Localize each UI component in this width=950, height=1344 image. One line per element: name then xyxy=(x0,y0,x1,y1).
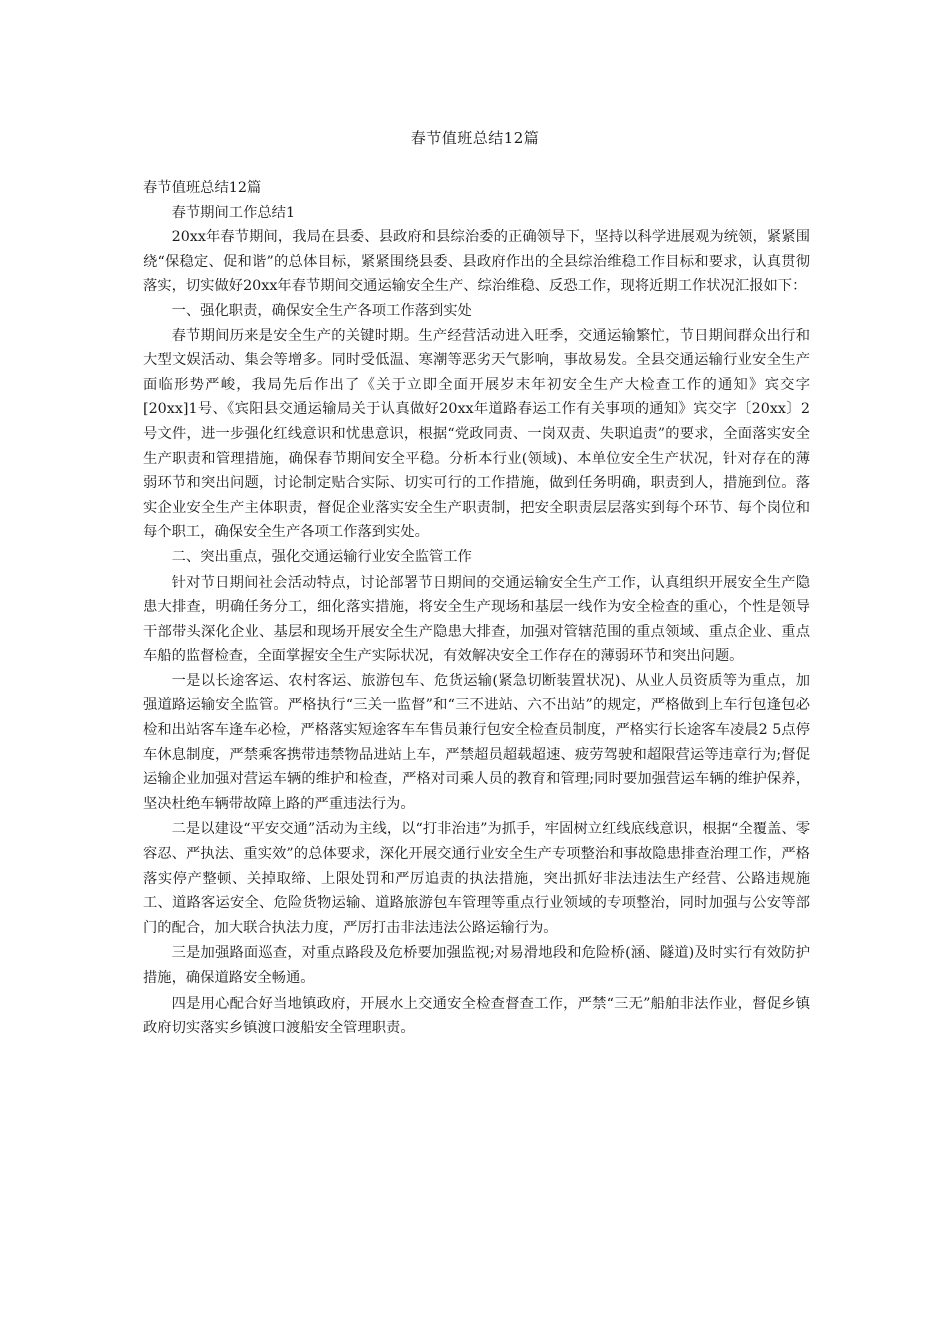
section-title: 春节期间工作总结1 xyxy=(171,204,296,221)
paragraph-point-one: 一是以长途客运、农村客运、旅游包车、危货运输(紧急切断装置状况)、从业人员资质等为重点，加强道路运输安全监管。严格执行“三关一监督”和“三不进站、六不出站”的规定，严格做到上车行包逢包必检和出站客车逢车必检，严格落实短途客车车售员兼行包安全检查员制度，严格实行长途客车凌晨2 5点停车休息制度，严禁乘客携带违禁物品进站上车，严禁超员超载超速、疲劳驾驶和超限营运等违章行为;督促运输企业加强对营运车辆的维护和检查，严格对司乘人员的教育和管理;同时要加强营运车辆的维护保养，坚决杜绝车辆带故障上路的严重违法行为。 xyxy=(143,672,810,812)
document-title: 春节值班总结12篇 xyxy=(410,129,540,147)
heading-one: 一、强化职责，确保安全生产各项工作落到实处 xyxy=(171,302,472,319)
paragraph-point-three: 三是加强路面巡查，对重点路段及危桥要加强监视;对易滑地段和危险桥(涵、隧道)及时实行有效防护措施，确保道路安全畅通。 xyxy=(143,945,810,986)
paragraph-responsibility: 春节期间历来是安全生产的关键时期。生产经营活动进入旺季，交通运输繁忙，节日期间群众出行和大型文娱活动、集会等增多。同时受低温、寒潮等恶劣天气影响，事故易发。全县交通运输行业安全生产面临形势严峻，我局先后作出了《关于立即全面开展岁末年初安全生产大检查工作的通知》宾交字[20xx]1号、《宾阳县交通运输局关于认真做好20xx年道路春运工作有关事项的通知》宾交字〔20xx〕2号文件，进一步强化红线意识和忧患意识，根据“党政同责、一岗双责、失职追责”的要求，全面落实安全生产职责和管理措施，确保春节期间安全平稳。分析本行业(领域)、本单位安全生产状况，针对存在的薄弱环节和突出问题，讨论制定贴合实际、切实可行的工作措施，做到任务明确，职责到人，措施到位。落实企业安全生产主体职责，督促企业落实安全生产职责制，把安全职责层层落实到每个环节、每个岗位和每个职工，确保安全生产各项工作落到实处。 xyxy=(143,327,810,541)
heading-two: 二、突出重点，强化交通运输行业安全监管工作 xyxy=(171,548,472,565)
paragraph-supervision: 针对节日期间社会活动特点，讨论部署节日期间的交通运输安全生产工作，认真组织开展安全生产隐患大排查，明确任务分工，细化落实措施，将安全生产现场和基层一线作为安全检查的重心，个性是领导干部带头深化企业、基层和现场开展安全生产隐患大排查，加强对管辖范围的重点领域、重点企业、重点车船的监督检查，全面掌握安全生产实际状况，有效解决安全工作存在的薄弱环节和突出问题。 xyxy=(143,574,810,665)
paragraph-point-four: 四是用心配合好当地镇政府，开展水上交通安全检查督查工作，严禁“三无”船舶非法作业，督促乡镇政府切实落实乡镇渡口渡船安全管理职责。 xyxy=(143,995,810,1037)
paragraph-intro: 20xx年春节期间，我局在县委、县政府和县综治委的正确领导下，坚持以科学进展观为统领，紧紧围绕“保稳定、促和谐”的总体目标，紧紧围绕县委、县政府作出的全县综治维稳工作目标和要求，认真贯彻落实，切实做好20xx年春节期间交通运输安全生产、综治维稳、反恐工作，现将近期工作状况汇报如下： xyxy=(143,229,810,295)
document-subtitle: 春节值班总结12篇 xyxy=(143,180,262,196)
paragraph-point-two: 二是以建设“平安交通”活动为主线，以“打非治违”为抓手，牢固树立红线底线意识，根据“全覆盖、零容忍、严执法、重实效”的总体要求，深化开展交通行业安全生产专项整治和事故隐患排查治理工作，严格落实停产整顿、关掉取缔、上限处罚和严厉追责的执法措施，突出抓好非法违法生产经营、公路违规施工、道路客运安全、危险货物运输、道路旅游包车管理等重点行业领域的专项整治，同时加强与公安等部门的配合，加大联合执法力度，严厉打击非法违法公路运输行为。 xyxy=(143,821,810,936)
document-body xyxy=(143,176,810,1041)
